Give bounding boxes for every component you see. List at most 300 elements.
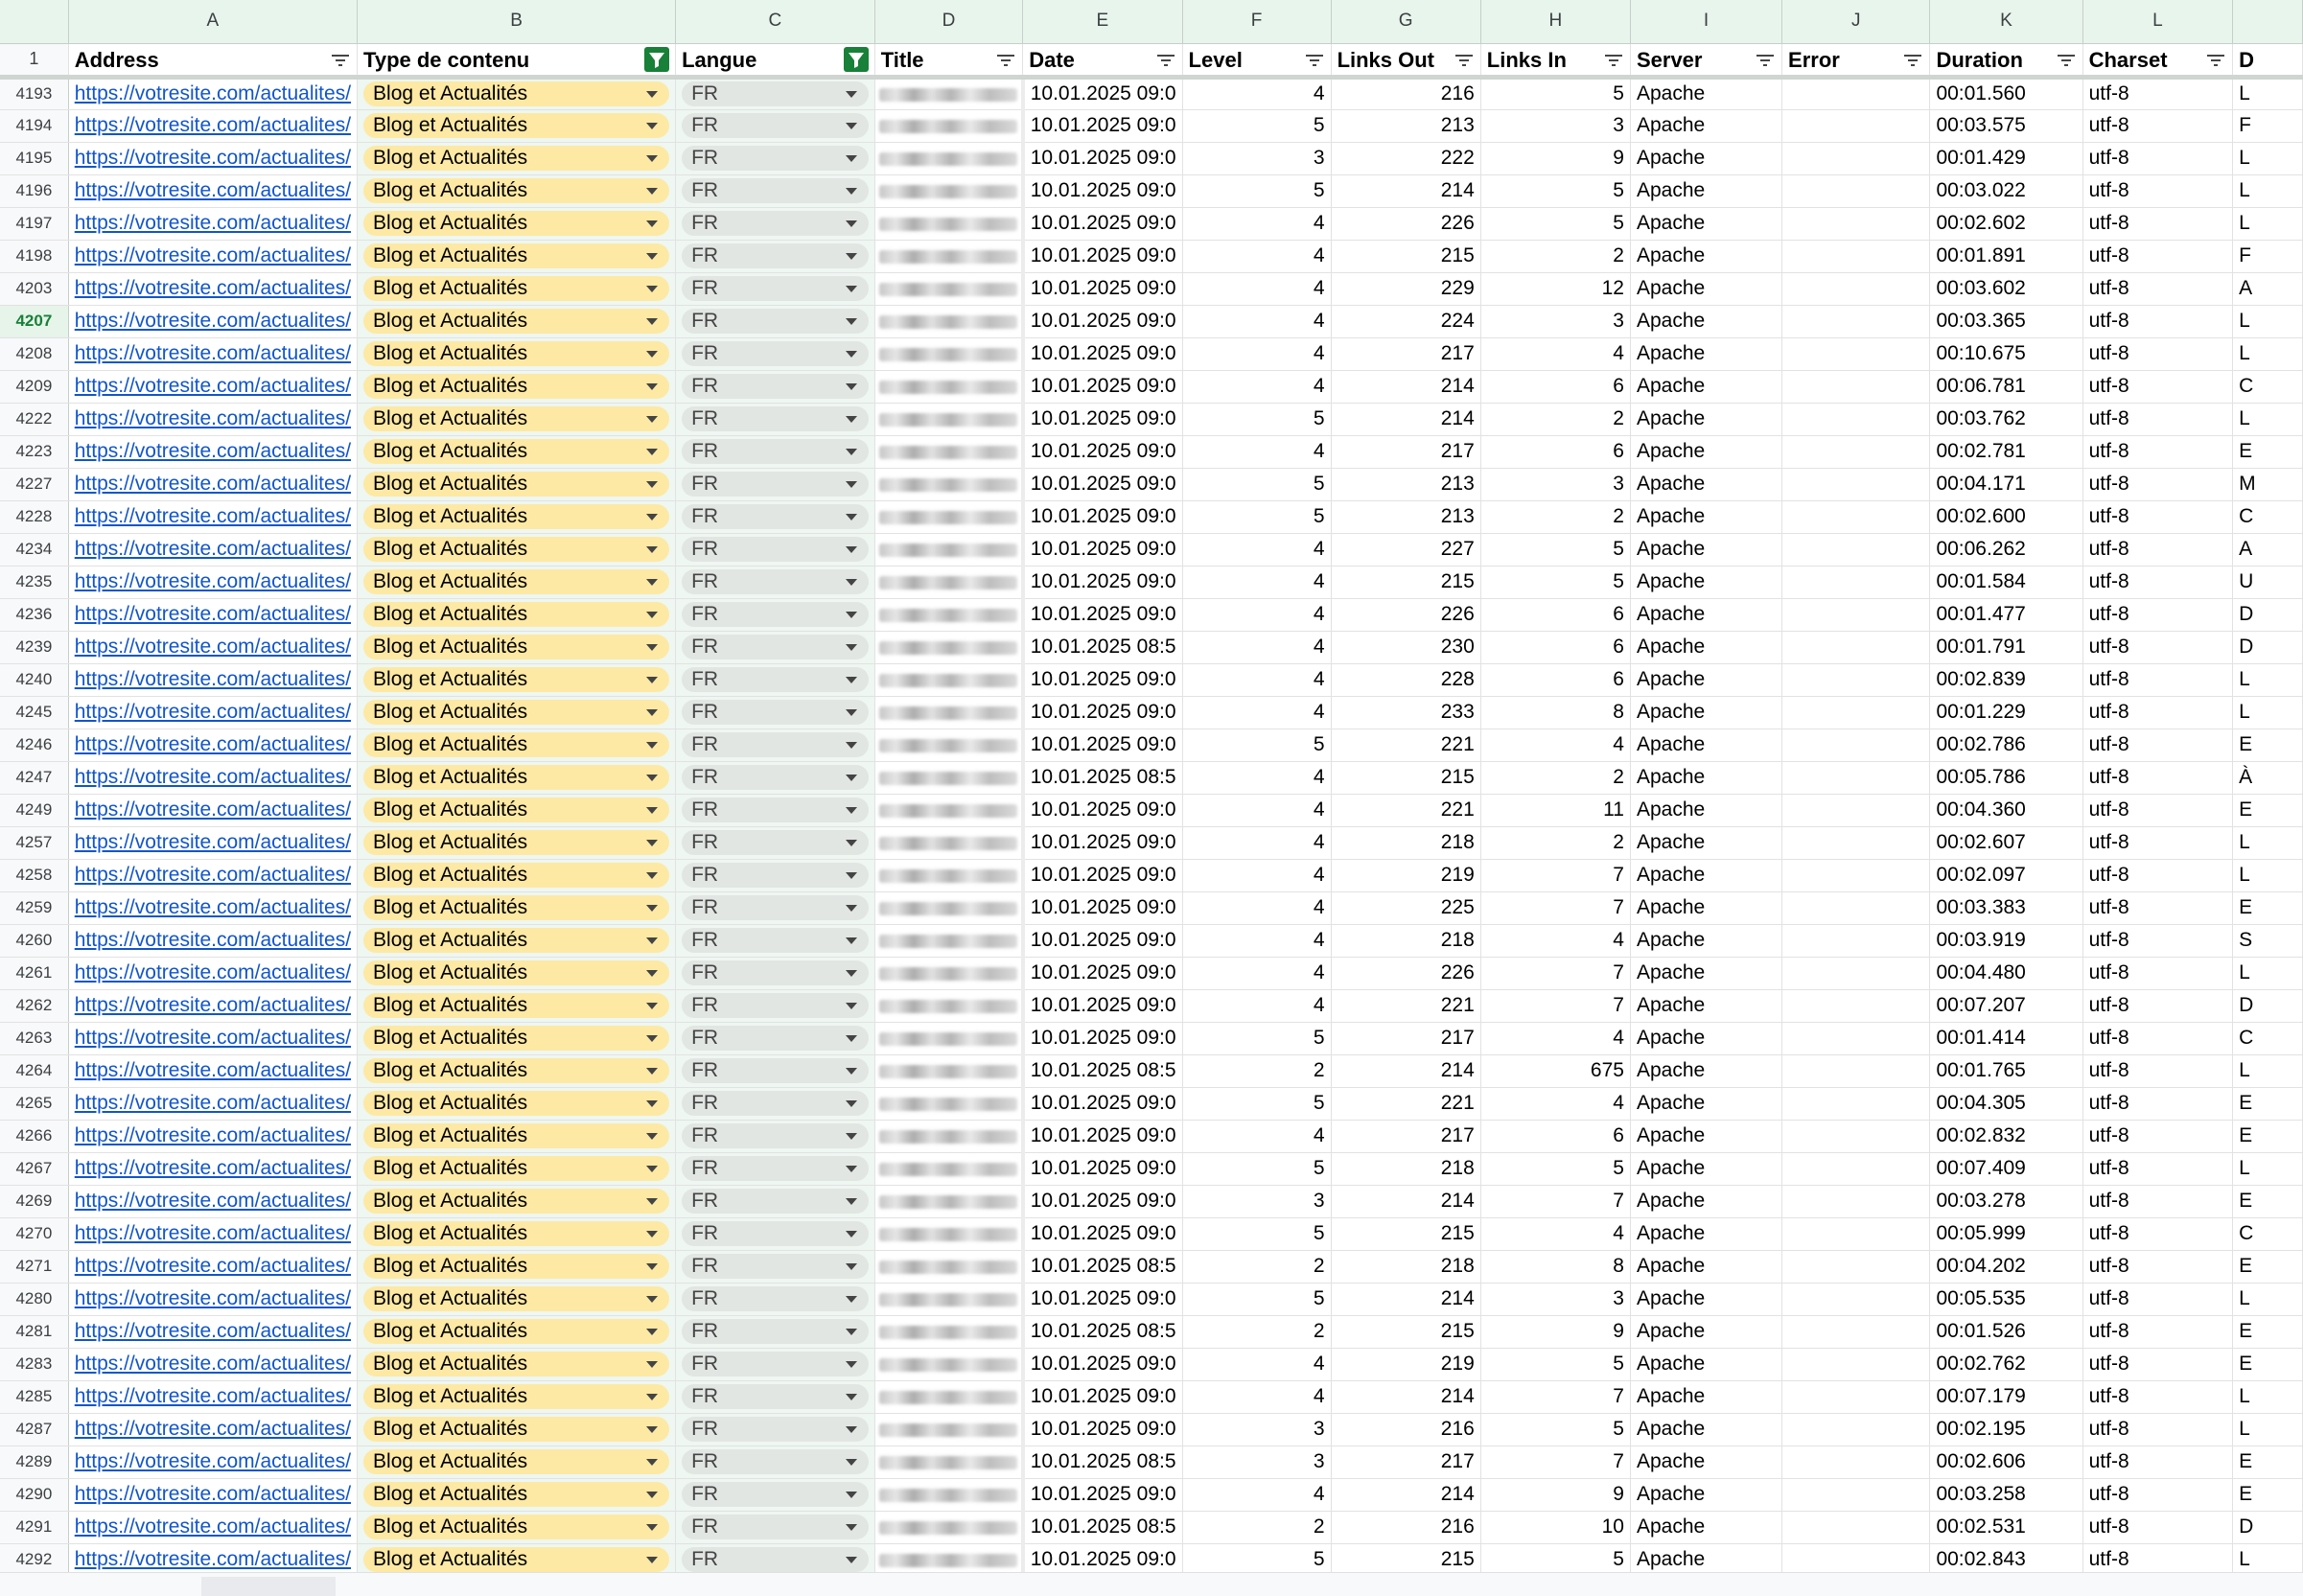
column-letter-j[interactable]: J — [1782, 0, 1930, 43]
table-row[interactable] — [0, 142, 2303, 174]
type-cell[interactable] — [358, 533, 676, 566]
chevron-down-icon[interactable] — [846, 1166, 857, 1172]
type-cell[interactable] — [358, 957, 676, 989]
langue-dropdown-chip[interactable] — [682, 1221, 869, 1246]
date-cell[interactable]: 10.01.2025 08:5 — [1023, 1054, 1182, 1087]
server-cell[interactable]: Apache — [1630, 403, 1781, 435]
chevron-down-icon[interactable] — [646, 220, 658, 227]
charset-cell[interactable]: utf-8 — [2082, 468, 2233, 500]
table-row[interactable] — [0, 1413, 2303, 1446]
chevron-down-icon[interactable] — [646, 905, 658, 912]
address-link[interactable]: https://votresite.com/actualites/ — [68, 566, 357, 598]
chevron-down-icon[interactable] — [846, 416, 857, 423]
date-cell[interactable]: 10.01.2025 09:0 — [1023, 957, 1182, 989]
duration-cell[interactable]: 00:03.575 — [1930, 109, 2082, 142]
chevron-down-icon[interactable] — [646, 253, 658, 260]
title-cell[interactable] — [874, 1315, 1023, 1348]
links-out-cell[interactable]: 214 — [1331, 1283, 1480, 1315]
date-cell[interactable]: 10.01.2025 09:0 — [1023, 337, 1182, 370]
duration-cell[interactable]: 00:01.229 — [1930, 696, 2082, 729]
type-cell[interactable] — [358, 174, 676, 207]
level-cell[interactable]: 4 — [1182, 631, 1331, 663]
column-header-title[interactable] — [874, 43, 1023, 77]
links-in-cell[interactable]: 2 — [1480, 240, 1630, 272]
links-out-cell[interactable]: 214 — [1331, 370, 1480, 403]
title-cell[interactable] — [874, 337, 1023, 370]
langue-dropdown-chip[interactable] — [682, 504, 869, 529]
server-cell[interactable]: Apache — [1630, 468, 1781, 500]
row-number[interactable]: 4267 — [0, 1152, 68, 1185]
table-row[interactable] — [0, 174, 2303, 207]
address-link[interactable]: https://votresite.com/actualites/ — [68, 1120, 357, 1152]
charset-cell[interactable]: utf-8 — [2082, 1185, 2233, 1217]
links-out-cell[interactable]: 217 — [1331, 1446, 1480, 1478]
langue-cell[interactable] — [676, 109, 875, 142]
links-out-cell[interactable]: 217 — [1331, 435, 1480, 468]
select-all-corner[interactable] — [0, 0, 68, 43]
chevron-down-icon[interactable] — [646, 1198, 658, 1205]
row-number[interactable]: 4207 — [0, 305, 68, 337]
links-out-cell[interactable]: 213 — [1331, 500, 1480, 533]
next-column-cell[interactable]: M — [2233, 468, 2303, 500]
next-column-cell[interactable]: E — [2233, 891, 2303, 924]
row-number[interactable]: 4203 — [0, 272, 68, 305]
title-cell[interactable] — [874, 207, 1023, 240]
links-out-cell[interactable]: 218 — [1331, 924, 1480, 957]
type-cell[interactable] — [358, 337, 676, 370]
address-link[interactable]: https://votresite.com/actualites/ — [68, 924, 357, 957]
server-cell[interactable]: Apache — [1630, 1380, 1781, 1413]
table-row[interactable] — [0, 1054, 2303, 1087]
langue-dropdown-chip[interactable] — [682, 1515, 869, 1539]
charset-cell[interactable]: utf-8 — [2082, 696, 2233, 729]
row-number[interactable]: 4260 — [0, 924, 68, 957]
error-cell[interactable] — [1782, 1152, 1930, 1185]
charset-cell[interactable]: utf-8 — [2082, 174, 2233, 207]
charset-cell[interactable]: utf-8 — [2082, 1152, 2233, 1185]
chevron-down-icon[interactable] — [646, 1361, 658, 1368]
links-in-cell[interactable]: 3 — [1480, 468, 1630, 500]
type-cell[interactable] — [358, 403, 676, 435]
type-cell[interactable] — [358, 859, 676, 891]
title-cell[interactable] — [874, 142, 1023, 174]
duration-cell[interactable]: 00:03.022 — [1930, 174, 2082, 207]
chevron-down-icon[interactable] — [846, 253, 857, 260]
langue-dropdown-chip[interactable] — [682, 1091, 869, 1116]
duration-cell[interactable]: 00:02.607 — [1930, 826, 2082, 859]
row-number[interactable]: 4280 — [0, 1283, 68, 1315]
chevron-down-icon[interactable] — [646, 481, 658, 488]
table-row[interactable] — [0, 1022, 2303, 1054]
langue-dropdown-chip[interactable] — [682, 211, 869, 236]
duration-cell[interactable]: 00:01.765 — [1930, 1054, 2082, 1087]
type-dropdown-chip[interactable] — [363, 1091, 669, 1116]
chevron-down-icon[interactable] — [846, 318, 857, 325]
langue-cell[interactable] — [676, 1120, 875, 1152]
server-cell[interactable]: Apache — [1630, 989, 1781, 1022]
row-number[interactable]: 4247 — [0, 761, 68, 794]
title-cell[interactable] — [874, 1217, 1023, 1250]
server-cell[interactable]: Apache — [1630, 142, 1781, 174]
next-column-cell[interactable]: L — [2233, 174, 2303, 207]
type-cell[interactable] — [358, 924, 676, 957]
langue-dropdown-chip[interactable] — [682, 309, 869, 334]
title-cell[interactable] — [874, 403, 1023, 435]
links-out-cell[interactable]: 215 — [1331, 761, 1480, 794]
server-cell[interactable]: Apache — [1630, 794, 1781, 826]
type-dropdown-chip[interactable] — [363, 798, 669, 822]
type-dropdown-chip[interactable] — [363, 276, 669, 301]
links-in-cell[interactable]: 6 — [1480, 631, 1630, 663]
chevron-down-icon[interactable] — [846, 1524, 857, 1531]
title-cell[interactable] — [874, 1250, 1023, 1283]
duration-cell[interactable]: 00:02.839 — [1930, 663, 2082, 696]
next-column-cell[interactable]: L — [2233, 826, 2303, 859]
address-link[interactable]: https://votresite.com/actualites/ — [68, 174, 357, 207]
filter-icon[interactable] — [1902, 50, 1923, 71]
address-link[interactable]: https://votresite.com/actualites/ — [68, 598, 357, 631]
charset-cell[interactable]: utf-8 — [2082, 403, 2233, 435]
links-out-cell[interactable]: 221 — [1331, 989, 1480, 1022]
langue-dropdown-chip[interactable] — [682, 1547, 869, 1572]
duration-cell[interactable]: 00:02.832 — [1930, 1120, 2082, 1152]
error-cell[interactable] — [1782, 1478, 1930, 1511]
type-cell[interactable] — [358, 989, 676, 1022]
error-cell[interactable] — [1782, 1380, 1930, 1413]
type-cell[interactable] — [358, 240, 676, 272]
type-dropdown-chip[interactable] — [363, 1254, 669, 1279]
langue-dropdown-chip[interactable] — [682, 1482, 869, 1507]
duration-cell[interactable]: 00:05.786 — [1930, 761, 2082, 794]
date-cell[interactable]: 10.01.2025 09:0 — [1023, 1217, 1182, 1250]
chevron-down-icon[interactable] — [846, 481, 857, 488]
row-number[interactable]: 4283 — [0, 1348, 68, 1380]
level-cell[interactable]: 4 — [1182, 989, 1331, 1022]
links-out-cell[interactable]: 213 — [1331, 468, 1480, 500]
chevron-down-icon[interactable] — [646, 1035, 658, 1042]
chevron-down-icon[interactable] — [846, 1296, 857, 1303]
next-column-cell[interactable]: L — [2233, 1054, 2303, 1087]
chevron-down-icon[interactable] — [646, 775, 658, 781]
links-out-cell[interactable]: 218 — [1331, 826, 1480, 859]
chevron-down-icon[interactable] — [846, 1100, 857, 1107]
address-link[interactable]: https://votresite.com/actualites/ — [68, 826, 357, 859]
langue-cell[interactable] — [676, 1446, 875, 1478]
server-cell[interactable]: Apache — [1630, 370, 1781, 403]
date-cell[interactable]: 10.01.2025 09:0 — [1023, 1413, 1182, 1446]
langue-dropdown-chip[interactable] — [682, 602, 869, 627]
chevron-down-icon[interactable] — [846, 1068, 857, 1075]
row-number[interactable]: 4194 — [0, 109, 68, 142]
links-in-cell[interactable]: 8 — [1480, 1250, 1630, 1283]
error-cell[interactable] — [1782, 891, 1930, 924]
level-cell[interactable]: 4 — [1182, 1478, 1331, 1511]
chevron-down-icon[interactable] — [646, 872, 658, 879]
links-out-cell[interactable]: 219 — [1331, 1348, 1480, 1380]
links-out-cell[interactable]: 226 — [1331, 957, 1480, 989]
server-cell[interactable]: Apache — [1630, 566, 1781, 598]
charset-cell[interactable]: utf-8 — [2082, 598, 2233, 631]
langue-cell[interactable] — [676, 174, 875, 207]
langue-cell[interactable] — [676, 207, 875, 240]
address-link[interactable]: https://votresite.com/actualites/ — [68, 761, 357, 794]
address-link[interactable]: https://votresite.com/actualites/ — [68, 435, 357, 468]
row-number[interactable]: 4245 — [0, 696, 68, 729]
filter-icon[interactable] — [2056, 50, 2077, 71]
level-cell[interactable]: 4 — [1182, 305, 1331, 337]
duration-cell[interactable]: 00:01.791 — [1930, 631, 2082, 663]
chevron-down-icon[interactable] — [646, 1068, 658, 1075]
langue-dropdown-chip[interactable] — [682, 635, 869, 659]
level-cell[interactable]: 5 — [1182, 1283, 1331, 1315]
row-number[interactable]: 4269 — [0, 1185, 68, 1217]
langue-dropdown-chip[interactable] — [682, 732, 869, 757]
filter-icon[interactable] — [1603, 50, 1624, 71]
row-number[interactable]: 4197 — [0, 207, 68, 240]
links-out-cell[interactable]: 214 — [1331, 174, 1480, 207]
langue-cell[interactable] — [676, 1054, 875, 1087]
links-in-cell[interactable]: 5 — [1480, 1348, 1630, 1380]
type-dropdown-chip[interactable] — [363, 1417, 669, 1442]
links-out-cell[interactable]: 224 — [1331, 305, 1480, 337]
chevron-down-icon[interactable] — [846, 449, 857, 455]
level-cell[interactable]: 4 — [1182, 533, 1331, 566]
level-cell[interactable]: 4 — [1182, 435, 1331, 468]
chevron-down-icon[interactable] — [846, 1557, 857, 1563]
type-dropdown-chip[interactable] — [363, 1384, 669, 1409]
charset-cell[interactable]: utf-8 — [2082, 1511, 2233, 1543]
charset-cell[interactable]: utf-8 — [2082, 1283, 2233, 1315]
type-cell[interactable] — [358, 631, 676, 663]
links-in-cell[interactable]: 2 — [1480, 500, 1630, 533]
column-header-level[interactable] — [1182, 43, 1331, 77]
langue-cell[interactable] — [676, 403, 875, 435]
error-cell[interactable] — [1782, 142, 1930, 174]
row-number[interactable]: 4195 — [0, 142, 68, 174]
server-cell[interactable]: Apache — [1630, 77, 1781, 109]
type-cell[interactable] — [358, 109, 676, 142]
type-cell[interactable] — [358, 729, 676, 761]
filter-icon[interactable] — [330, 50, 351, 71]
langue-dropdown-chip[interactable] — [682, 863, 869, 888]
chevron-down-icon[interactable] — [846, 351, 857, 358]
links-out-cell[interactable]: 217 — [1331, 1120, 1480, 1152]
table-row[interactable] — [0, 1217, 2303, 1250]
langue-cell[interactable] — [676, 533, 875, 566]
chevron-down-icon[interactable] — [846, 1035, 857, 1042]
next-column-cell[interactable]: C — [2233, 500, 2303, 533]
level-cell[interactable]: 4 — [1182, 272, 1331, 305]
level-cell[interactable]: 4 — [1182, 240, 1331, 272]
date-cell[interactable]: 10.01.2025 09:0 — [1023, 794, 1182, 826]
title-cell[interactable] — [874, 1185, 1023, 1217]
duration-cell[interactable]: 00:07.179 — [1930, 1380, 2082, 1413]
title-cell[interactable] — [874, 240, 1023, 272]
server-cell[interactable]: Apache — [1630, 1022, 1781, 1054]
title-cell[interactable] — [874, 1511, 1023, 1543]
date-cell[interactable]: 10.01.2025 09:0 — [1023, 272, 1182, 305]
title-cell[interactable] — [874, 1120, 1023, 1152]
error-cell[interactable] — [1782, 1185, 1930, 1217]
links-out-cell[interactable]: 228 — [1331, 663, 1480, 696]
column-header-error[interactable] — [1782, 43, 1930, 77]
error-cell[interactable] — [1782, 1283, 1930, 1315]
langue-dropdown-chip[interactable] — [682, 178, 869, 203]
links-in-cell[interactable]: 10 — [1480, 1511, 1630, 1543]
server-cell[interactable]: Apache — [1630, 1217, 1781, 1250]
error-cell[interactable] — [1782, 1087, 1930, 1120]
next-column-cell[interactable]: F — [2233, 240, 2303, 272]
links-in-cell[interactable]: 5 — [1480, 566, 1630, 598]
error-cell[interactable] — [1782, 403, 1930, 435]
server-cell[interactable]: Apache — [1630, 631, 1781, 663]
date-cell[interactable]: 10.01.2025 08:5 — [1023, 1315, 1182, 1348]
level-cell[interactable]: 4 — [1182, 1348, 1331, 1380]
type-dropdown-chip[interactable] — [363, 1058, 669, 1083]
duration-cell[interactable]: 00:06.262 — [1930, 533, 2082, 566]
date-cell[interactable]: 10.01.2025 09:0 — [1023, 1543, 1182, 1572]
chevron-down-icon[interactable] — [846, 1459, 857, 1466]
address-link[interactable]: https://votresite.com/actualites/ — [68, 1446, 357, 1478]
duration-cell[interactable]: 00:01.414 — [1930, 1022, 2082, 1054]
level-cell[interactable]: 4 — [1182, 957, 1331, 989]
type-cell[interactable] — [358, 370, 676, 403]
date-cell[interactable]: 10.01.2025 09:0 — [1023, 598, 1182, 631]
chevron-down-icon[interactable] — [846, 1198, 857, 1205]
chevron-down-icon[interactable] — [646, 123, 658, 129]
charset-cell[interactable]: utf-8 — [2082, 924, 2233, 957]
date-cell[interactable]: 10.01.2025 09:0 — [1023, 207, 1182, 240]
type-dropdown-chip[interactable] — [363, 830, 669, 855]
langue-cell[interactable] — [676, 435, 875, 468]
server-cell[interactable]: Apache — [1630, 1283, 1781, 1315]
type-cell[interactable] — [358, 1348, 676, 1380]
row-number[interactable]: 4287 — [0, 1413, 68, 1446]
chevron-down-icon[interactable] — [646, 1100, 658, 1107]
links-out-cell[interactable]: 215 — [1331, 1217, 1480, 1250]
duration-cell[interactable]: 00:05.999 — [1930, 1217, 2082, 1250]
type-dropdown-chip[interactable] — [363, 1286, 669, 1311]
duration-cell[interactable]: 00:03.365 — [1930, 305, 2082, 337]
level-cell[interactable]: 5 — [1182, 1022, 1331, 1054]
error-cell[interactable] — [1782, 794, 1930, 826]
type-dropdown-chip[interactable] — [363, 178, 669, 203]
type-dropdown-chip[interactable] — [363, 1352, 669, 1376]
error-cell[interactable] — [1782, 761, 1930, 794]
table-row[interactable] — [0, 1152, 2303, 1185]
level-cell[interactable]: 3 — [1182, 1446, 1331, 1478]
type-dropdown-chip[interactable] — [363, 1026, 669, 1051]
level-cell[interactable]: 4 — [1182, 337, 1331, 370]
level-cell[interactable]: 3 — [1182, 1185, 1331, 1217]
links-in-cell[interactable]: 12 — [1480, 272, 1630, 305]
level-cell[interactable]: 3 — [1182, 1413, 1331, 1446]
address-link[interactable]: https://votresite.com/actualites/ — [68, 109, 357, 142]
langue-cell[interactable] — [676, 957, 875, 989]
langue-cell[interactable] — [676, 794, 875, 826]
chevron-down-icon[interactable] — [846, 546, 857, 553]
links-out-cell[interactable]: 214 — [1331, 1380, 1480, 1413]
chevron-down-icon[interactable] — [846, 123, 857, 129]
table-row[interactable] — [0, 761, 2303, 794]
langue-dropdown-chip[interactable] — [682, 341, 869, 366]
langue-dropdown-chip[interactable] — [682, 1286, 869, 1311]
charset-cell[interactable]: utf-8 — [2082, 729, 2233, 761]
server-cell[interactable]: Apache — [1630, 1315, 1781, 1348]
level-cell[interactable]: 5 — [1182, 403, 1331, 435]
row-number[interactable]: 4265 — [0, 1087, 68, 1120]
links-out-cell[interactable]: 214 — [1331, 1054, 1480, 1087]
next-column-cell[interactable]: A — [2233, 533, 2303, 566]
langue-cell[interactable] — [676, 859, 875, 891]
chevron-down-icon[interactable] — [646, 91, 658, 98]
server-cell[interactable]: Apache — [1630, 1446, 1781, 1478]
chevron-down-icon[interactable] — [846, 1133, 857, 1140]
date-cell[interactable]: 10.01.2025 09:0 — [1023, 989, 1182, 1022]
error-cell[interactable] — [1782, 663, 1930, 696]
charset-cell[interactable]: utf-8 — [2082, 240, 2233, 272]
column-letter-e[interactable]: E — [1023, 0, 1182, 43]
level-cell[interactable]: 4 — [1182, 598, 1331, 631]
links-in-cell[interactable]: 4 — [1480, 1022, 1630, 1054]
langue-cell[interactable] — [676, 891, 875, 924]
title-cell[interactable] — [874, 77, 1023, 109]
chevron-down-icon[interactable] — [846, 579, 857, 586]
row-number[interactable]: 4289 — [0, 1446, 68, 1478]
address-link[interactable]: https://votresite.com/actualites/ — [68, 794, 357, 826]
langue-cell[interactable] — [676, 1478, 875, 1511]
type-dropdown-chip[interactable] — [363, 406, 669, 431]
row-number[interactable]: 4222 — [0, 403, 68, 435]
level-cell[interactable]: 4 — [1182, 1120, 1331, 1152]
address-link[interactable]: https://votresite.com/actualites/ — [68, 337, 357, 370]
table-row[interactable] — [0, 403, 2303, 435]
chevron-down-icon[interactable] — [646, 188, 658, 195]
error-cell[interactable] — [1782, 77, 1930, 109]
filter-icon[interactable] — [995, 50, 1016, 71]
next-column-cell[interactable]: A — [2233, 272, 2303, 305]
row-number[interactable]: 4236 — [0, 598, 68, 631]
column-header-langue[interactable] — [676, 43, 875, 77]
charset-cell[interactable]: utf-8 — [2082, 1315, 2233, 1348]
date-cell[interactable]: 10.01.2025 09:0 — [1023, 174, 1182, 207]
row-number[interactable]: 4198 — [0, 240, 68, 272]
langue-cell[interactable] — [676, 989, 875, 1022]
address-link[interactable]: https://votresite.com/actualites/ — [68, 1185, 357, 1217]
chevron-down-icon[interactable] — [646, 1524, 658, 1531]
type-cell[interactable] — [358, 207, 676, 240]
date-cell[interactable]: 10.01.2025 09:0 — [1023, 370, 1182, 403]
duration-cell[interactable]: 00:02.781 — [1930, 435, 2082, 468]
level-cell[interactable]: 4 — [1182, 566, 1331, 598]
chevron-down-icon[interactable] — [846, 1492, 857, 1498]
row-number[interactable]: 4208 — [0, 337, 68, 370]
chevron-down-icon[interactable] — [846, 286, 857, 292]
level-cell[interactable]: 5 — [1182, 1543, 1331, 1572]
links-out-cell[interactable]: 217 — [1331, 1022, 1480, 1054]
error-cell[interactable] — [1782, 598, 1930, 631]
level-cell[interactable]: 4 — [1182, 370, 1331, 403]
charset-cell[interactable]: utf-8 — [2082, 826, 2233, 859]
error-cell[interactable] — [1782, 500, 1930, 533]
column-letter-l[interactable]: L — [2082, 0, 2233, 43]
title-cell[interactable] — [874, 1380, 1023, 1413]
address-link[interactable]: https://votresite.com/actualites/ — [68, 1543, 357, 1572]
next-column-cell[interactable]: L — [2233, 1283, 2303, 1315]
next-column-cell[interactable]: E — [2233, 729, 2303, 761]
next-column-cell[interactable]: L — [2233, 305, 2303, 337]
table-row[interactable] — [0, 207, 2303, 240]
